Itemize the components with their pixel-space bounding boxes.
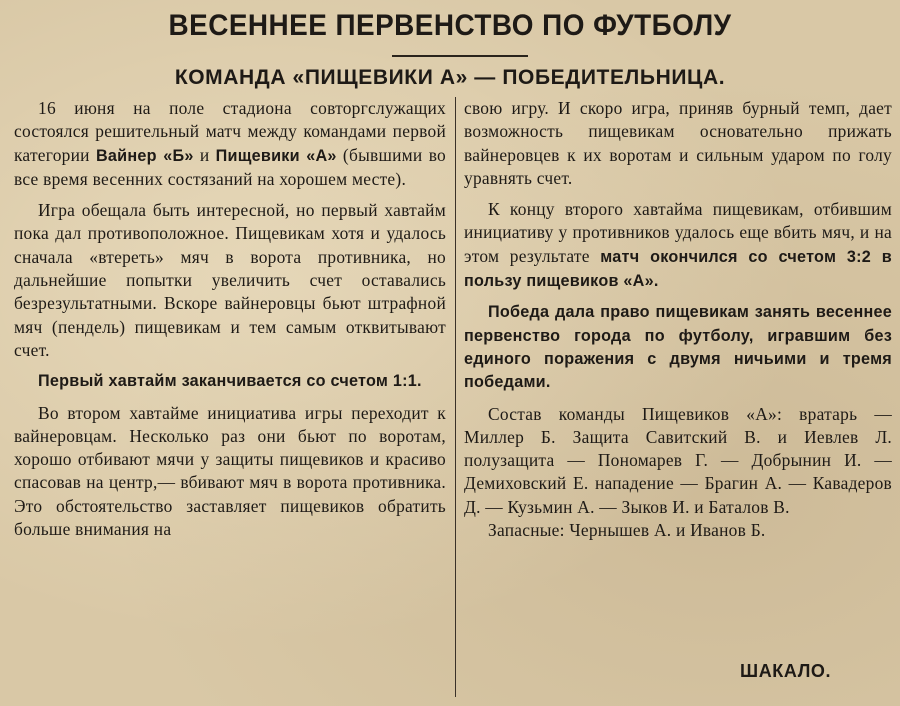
right-paragraph-4: Состав команды Пищевиков «А»: вратарь — Миллер Б. Защита Савитский В. и Иевлев Л. полузащита — Пономарев Г. — Добрынин И. — Демиховский Е. нападение — Брагин А. — Кавадеров Д. — Кузьмин А. — Зыков И. и Баталов В. xyxy=(464,403,892,517)
right-paragraph-2 xyxy=(464,198,892,293)
left-p1-text-a: 16 июня на поле стадиона совторгслужащих состоялся решительный матч между командами первой категории xyxy=(14,98,446,165)
left-paragraph-3: Первый хавтайм заканчивается со счетом 1:1. xyxy=(38,372,422,391)
column-divider xyxy=(455,97,456,697)
right-paragraph-5: Запасные: Чернышев А. и Иванов Б. xyxy=(488,520,766,541)
left-p1-and: и xyxy=(193,144,216,165)
left-p1-team1: Вайнер «Б» xyxy=(95,146,194,165)
left-paragraph-2: Игра обещала быть интересной, но первый хавтайм пока дал противоположное. Пищевикам хотя и удалось сначала «втереть» мяч в ворота противника, но дальнейшие попытки увеличить счет оставались безрезультатными. Вскоре вайнеровцы бьют штрафной мяч (пендель) пищевикам и тем самым отквитывают счет. xyxy=(14,200,446,360)
article-subheadline: КОМАНДА «ПИЩЕВИКИ А» — ПОБЕДИТЕЛЬНИЦА. xyxy=(174,66,726,89)
right-paragraph-3: Победа дала право пищевикам занять весеннее первенство города по футболу, игравшим без единого поражения с двумя ничьими и тремя победами. xyxy=(464,303,892,392)
headline-rule xyxy=(392,55,528,57)
right-column xyxy=(464,97,892,701)
left-paragraph-4: Во втором хавтайме инициатива игры переходит к вайнеровцам. Несколько раз они бьют по воротам, хорошо отбивают мячи у защиты пищевиков и красиво спасовав на центр,— вбивают мяч в ворота противника. Это обстоятельство заставляет пищевиков обратить больше внимания на xyxy=(14,402,446,540)
left-p1-text-b: (бывшими во все время весенних состязаний на хорошем месте). xyxy=(14,144,447,189)
author-signature: ШАКАЛО. xyxy=(740,661,832,681)
left-p1-team2: Пищевики «А» xyxy=(215,146,337,165)
right-p2-text-a: К концу второго хавтайма пищевикам, отбившим инициативу у противников удалось еще вбить мяч, и на этом результате xyxy=(464,199,892,266)
left-paragraph-1 xyxy=(14,97,446,191)
article-headline: ВЕСЕННЕЕ ПЕРВЕНСТВО ПО ФУТБОЛУ xyxy=(168,9,732,42)
right-p2-result: матч окончился со счетом 3:2 в пользу пищевиков «А». xyxy=(464,247,892,291)
left-column xyxy=(14,97,446,701)
right-paragraph-1: свою игру. И скоро игра, приняв бурный темп, дает возможность пищевикам основательно прижать вайнеровцев к их воротам и сильным ударом по голу уравнять счет. xyxy=(464,98,892,188)
